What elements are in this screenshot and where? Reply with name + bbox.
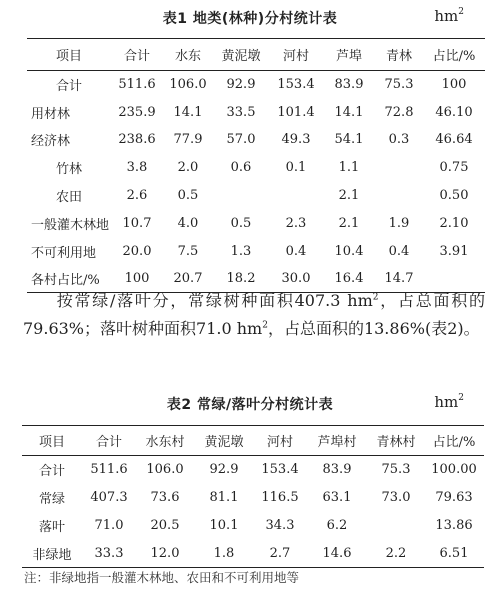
table1-header-cell: 黄泥墩 xyxy=(221,49,261,64)
table2-cell: 73.0 xyxy=(381,490,411,505)
table1-cell: 0.4 xyxy=(388,243,410,259)
table1-cell: 1.3 xyxy=(230,243,252,259)
table1-cell: 0.6 xyxy=(230,160,252,176)
table2-cell: 34.3 xyxy=(265,518,295,533)
table2-cell: 73.6 xyxy=(150,490,180,505)
table2-cell: 20.5 xyxy=(150,518,180,533)
table1-row xyxy=(27,209,485,237)
table2-row-label: 非绿地 xyxy=(32,547,72,563)
table1-cell: 101.4 xyxy=(277,104,315,120)
table2-row xyxy=(22,484,484,512)
table1-cell: 106.0 xyxy=(169,77,207,93)
table2-caption: 表2 常绿/落叶分村统计表 xyxy=(166,397,334,413)
table1-cell: 10.4 xyxy=(334,243,364,259)
table1-row-label: 不可利用地 xyxy=(31,245,97,261)
table1-header-cell: 合计 xyxy=(123,49,150,64)
table1-header-cell: 项目 xyxy=(55,49,82,64)
table2-cell: 13.86 xyxy=(435,518,473,533)
table1-cell: 75.3 xyxy=(384,77,414,93)
table1-cell: 72.8 xyxy=(384,104,414,120)
table1-cell: 0.5 xyxy=(230,215,252,231)
table1-cell: 2.0 xyxy=(177,160,199,176)
table1-cell: 0.3 xyxy=(388,132,410,148)
table1-cell: 20.0 xyxy=(122,243,152,259)
table1-row-label: 经济林 xyxy=(31,134,71,150)
table1-cell: 238.6 xyxy=(118,132,156,148)
table2-cell: 92.9 xyxy=(209,462,239,478)
table2-cell: 511.6 xyxy=(90,462,128,478)
table1-cell: 92.9 xyxy=(226,77,256,93)
table1-cell: 2.3 xyxy=(285,215,307,231)
table2-header-cell: 河村 xyxy=(266,435,293,450)
table1-cell: 14.1 xyxy=(334,104,364,120)
table2-cell: 1.8 xyxy=(213,545,235,561)
table2-cell xyxy=(368,512,424,540)
table2-header-cell: 青林村 xyxy=(376,435,416,450)
table1-cell: 4.0 xyxy=(177,215,199,231)
table2-header-cell: 占比/% xyxy=(432,435,476,450)
table2-header-row xyxy=(22,426,484,456)
table1-cell: 0.75 xyxy=(439,160,469,176)
table1-row xyxy=(27,182,485,210)
table1-cell: 2.6 xyxy=(126,188,148,204)
table2-cell: 79.63 xyxy=(435,490,473,505)
table2-header-cell: 项目 xyxy=(38,435,65,450)
table2-cell: 116.5 xyxy=(261,490,299,505)
table2-cell: 153.4 xyxy=(261,462,299,478)
table1-cell: 0.4 xyxy=(285,243,307,259)
table1-cell: 20.7 xyxy=(173,271,203,287)
table2-cell: 407.3 xyxy=(90,490,128,505)
table2-unit: $hm^2$ xyxy=(434,393,464,411)
table1-row xyxy=(27,98,485,126)
table1-unit: $hm^2$ xyxy=(434,7,464,25)
table2-cell: 14.6 xyxy=(322,545,352,561)
table2-cell: 6.2 xyxy=(326,518,348,533)
table2-row xyxy=(22,456,484,484)
table1-cell: 16.4 xyxy=(334,271,364,287)
table2-cell: 12.0 xyxy=(150,545,180,561)
table1-header-cell: 占比/% xyxy=(432,49,476,64)
table1-cell: 3.91 xyxy=(439,243,469,259)
table1-row-label: 合计 xyxy=(55,79,82,95)
table1-cell xyxy=(375,182,423,210)
table1-cell: 153.4 xyxy=(277,77,315,93)
table2 xyxy=(22,425,484,568)
table2-row-label: 合计 xyxy=(38,464,65,480)
table2-cell: 100.00 xyxy=(431,462,477,478)
table1 xyxy=(27,38,485,293)
table2-cell: 106.0 xyxy=(146,462,184,478)
table2-cell: 63.1 xyxy=(322,490,352,505)
table2-cell: 10.1 xyxy=(209,518,239,533)
table1-cell: 83.9 xyxy=(334,77,364,93)
table2-footnote: 注：非绿地指一般灌木林地、农田和不可利用地等 xyxy=(24,570,300,585)
table1-cell: 77.9 xyxy=(173,132,203,148)
table2-cell: 2.7 xyxy=(269,545,291,561)
table2-header-cell: 黄泥墩 xyxy=(204,435,244,450)
table1-cell xyxy=(213,182,269,210)
table1-cell: 14.7 xyxy=(384,271,414,287)
table1-row xyxy=(27,154,485,182)
table1-caption-bar xyxy=(0,6,500,30)
table1-cell: 57.0 xyxy=(226,132,256,148)
table1-header-cell: 水东 xyxy=(174,49,201,64)
table1-cell: 2.1 xyxy=(338,215,360,231)
table2-cell: 83.9 xyxy=(322,462,352,478)
body-paragraph: 按常绿/落叶分，常绿树种面积407.3 $hm^2$，占总面积的79.63%；落叶树种面积71.0 $hm^2$，占总面积的13.86%(表2)。 xyxy=(23,291,485,338)
table1-cell: 7.5 xyxy=(177,243,199,259)
table1-row-label: 竹林 xyxy=(55,162,82,178)
table1-cell: 49.3 xyxy=(281,132,311,148)
table1-cell: 46.10 xyxy=(435,104,473,120)
table1-cell: 2.1 xyxy=(338,188,360,204)
table2-header-cell: 芦埠村 xyxy=(317,435,357,450)
table1-cell: 0.50 xyxy=(439,188,469,204)
table1-cell: 0.5 xyxy=(177,188,199,204)
table1-row xyxy=(27,71,485,99)
table1-row xyxy=(27,126,485,154)
table2-cell: 6.51 xyxy=(439,545,469,561)
table1-cell: 235.9 xyxy=(118,104,156,120)
table1-cell: 511.6 xyxy=(118,77,156,93)
table1-row-label: 一般灌木林地 xyxy=(31,217,110,233)
table1-cell: 46.64 xyxy=(435,132,473,148)
table1-cell: 30.0 xyxy=(281,271,311,287)
table2-row xyxy=(22,540,484,568)
table1-cell: 1.1 xyxy=(338,160,360,176)
table1-cell: 0.1 xyxy=(285,160,307,176)
table1-header-cell: 芦埠 xyxy=(335,49,362,64)
table1-cell: 1.9 xyxy=(388,215,410,231)
table1-row-label: 各村占比/% xyxy=(31,273,100,289)
table2-header-cell: 水东村 xyxy=(145,435,185,450)
table2-cell: 33.3 xyxy=(94,545,124,561)
table1-cell: 2.10 xyxy=(439,215,469,231)
table1-cell: 54.1 xyxy=(334,132,364,148)
table1-cell: 14.1 xyxy=(173,104,203,120)
table1-cell: 18.2 xyxy=(226,271,256,287)
table1-cell: 3.8 xyxy=(126,160,148,176)
table1-caption: 表1 地类(林种)分村统计表 xyxy=(162,11,338,27)
table1-header-cell: 河村 xyxy=(282,49,309,64)
table1-header-cell: 青林 xyxy=(385,49,412,64)
table1-cell: 100 xyxy=(124,271,150,287)
table2-cell: 71.0 xyxy=(94,518,124,533)
table2-cell: 81.1 xyxy=(209,490,239,505)
table1-row-label: 农田 xyxy=(55,190,82,206)
table1-cell: 10.7 xyxy=(122,215,152,231)
table1-header-row xyxy=(27,39,485,71)
table1-cell: 33.5 xyxy=(226,104,256,120)
table1-row xyxy=(27,237,485,265)
table2-caption-bar xyxy=(0,392,500,416)
table2-row-label: 落叶 xyxy=(38,520,65,535)
table2-cell: 2.2 xyxy=(385,545,407,561)
table1-cell xyxy=(375,154,423,182)
table1-cell: 100 xyxy=(441,77,467,93)
table1-row-label: 用材林 xyxy=(31,106,71,122)
table2-header-cell: 合计 xyxy=(95,435,122,450)
table1-cell xyxy=(269,182,323,210)
table2-row-label: 常绿 xyxy=(38,492,65,507)
table2-cell: 75.3 xyxy=(381,462,411,478)
table2-row xyxy=(22,512,484,540)
